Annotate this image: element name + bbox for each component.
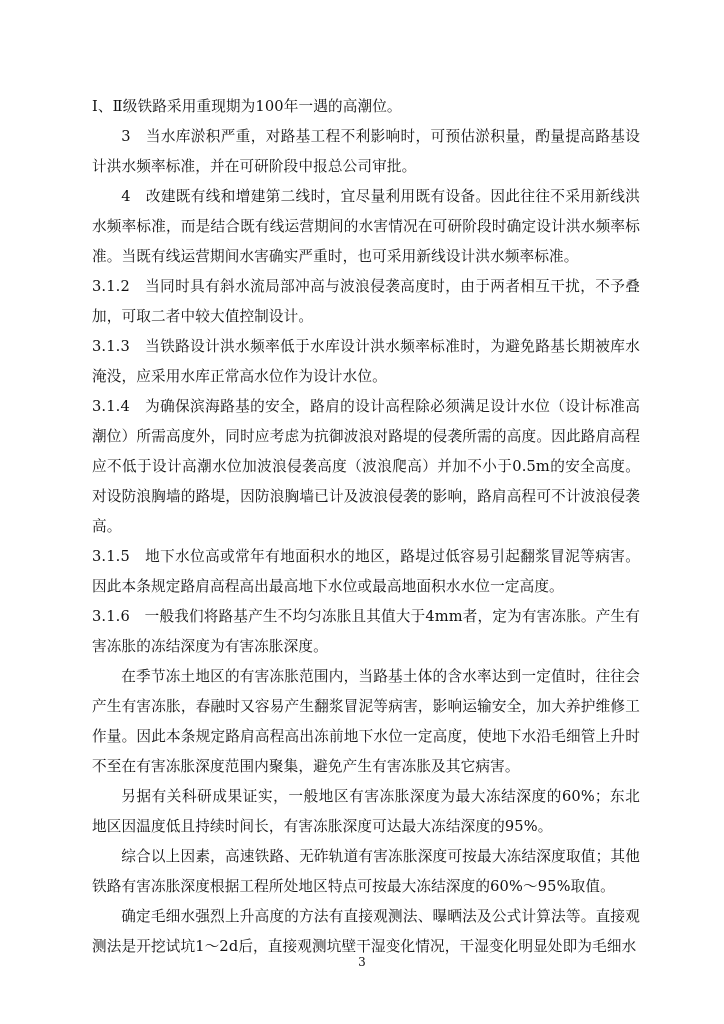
- paragraph-frost-heave-region: 在季节冻土地区的有害冻胀范围内，当路基土体的含水率达到一定值时，往往会产生有害冻胀，春融时又容易产生翻浆冒泥等病害，影响运输安全，加大养护维修工作量。因此本条规定路肩高程高出冻前地下水位一定高度，使地下水沿毛细管上升时不至在有害冻胀深度范围内聚集，避免产生有害冻胀及其它病害。: [92, 668, 640, 775]
- paragraph-clause-3-1-5: 3.1.5 地下水位高或常年有地面积水的地区，路堤过低容易引起翻浆冒泥等病害。因此本条规定路肩高程高出最高地下水位或最高地面积水水位一定高度。: [92, 548, 640, 595]
- page-number: 3: [358, 955, 366, 969]
- document-body: [92, 92, 640, 962]
- paragraph-clause-3-1-4: 3.1.4 为确保滨海路基的安全，路肩的设计高程除必须满足设计水位（设计标准高潮位）所需高度外，同时应考虑为抗御波浪对路堤的侵袭所需的高度。因此路肩高程应不低于设计高潮水位加波浪侵袭高度（波浪爬高）并加不小于0.5m的安全高度。对设防浪胸墙的路堤，因防浪胸墙已计及波浪侵袭的影响，路肩高程可不计波浪侵袭高。: [92, 398, 640, 535]
- paragraph-clause-3-1-3: 3.1.3 当铁路设计洪水频率低于水库设计洪水频率标准时，为避免路基长期被库水淹没，应采用水库正常高水位作为设计水位。: [92, 338, 640, 385]
- paragraph-clause-3-1-2: 3.1.2 当同时具有斜水流局部冲高与波浪侵袭高度时，由于两者相互干扰，不予叠加，可取二者中较大值控制设计。: [92, 278, 640, 325]
- paragraph-combined-factors: 综合以上因素，高速铁路、无砟轨道有害冻胀深度可按最大冻结深度取值；其他铁路有害冻胀深度根据工程所处地区特点可按最大冻结深度的60%～95%取值。: [92, 848, 640, 895]
- paragraph-item-4-existing-line: 4 改建既有线和增建第二线时，宜尽量利用既有设备。因此往往不采用新线洪水频率标准，而是结合既有线运营期间的水害情况在可研阶段时确定设计洪水频率标准。当既有线运营期间水害确实严重时，也可采用新线设计洪水频率标准。: [92, 188, 640, 265]
- paragraph-clause-3-1-6: 3.1.6 一般我们将路基产生不均匀冻胀且其值大于4mm者，定为有害冻胀。产生有害冻胀的冻结深度为有害冻胀深度。: [92, 608, 640, 655]
- paragraph-item-3-reservoir-sedimentation: 3 当水库淤积严重，对路基工程不利影响时，可预估淤积量，酌量提高路基设计洪水频率标准，并在可研阶段中报总公司审批。: [92, 128, 640, 175]
- paragraph-research-results: 另据有关科研成果证实，一般地区有害冻胀深度为最大冻结深度的60%；东北地区因温度低且持续时间长，有害冻胀深度可达最大冻结深度的95%。: [92, 788, 640, 835]
- paragraph-capillary-methods: 确定毛细水强烈上升高度的方法有直接观测法、曝晒法及公式计算法等。直接观测法是开挖试坑1～2d后，直接观测坑壁干湿变化情况，干湿变化明显处即为毛细水: [92, 908, 640, 955]
- paragraph-flood-level: Ⅰ、Ⅱ级铁路采用重现期为100年一遇的高潮位。: [92, 98, 402, 115]
